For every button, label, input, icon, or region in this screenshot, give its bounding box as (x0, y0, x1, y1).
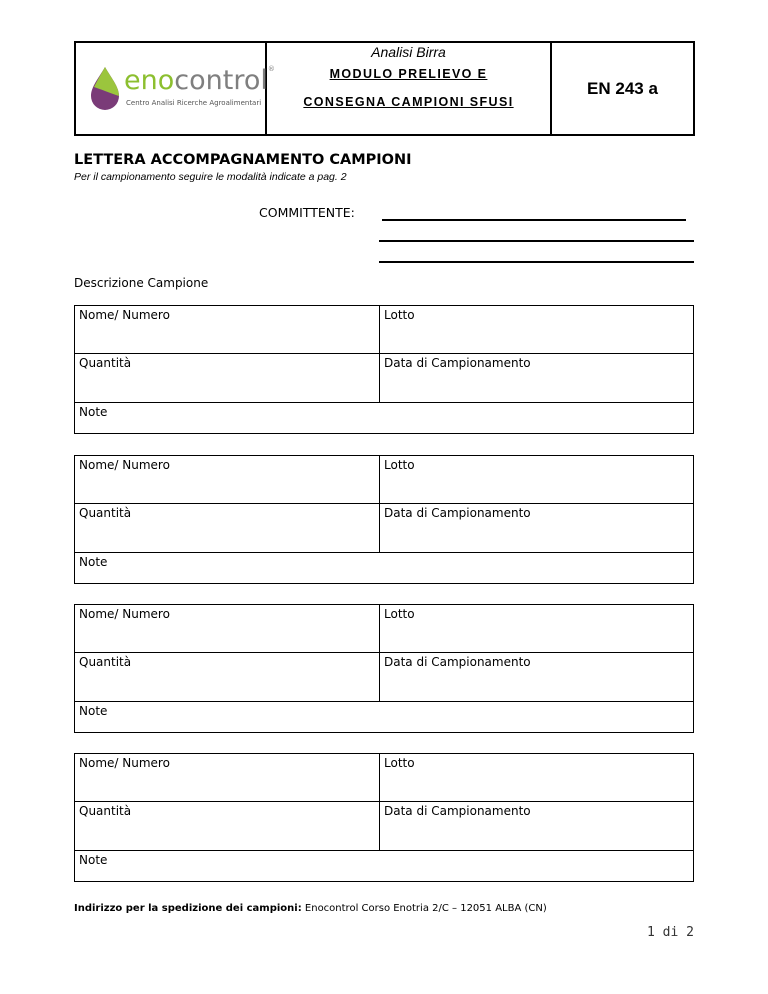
page-title: LETTERA ACCOMPAGNAMENTO CAMPIONI (74, 152, 412, 168)
page-indicator: 1 di 2 (647, 925, 694, 940)
document-header (74, 41, 695, 136)
form-title-cell (267, 43, 552, 134)
sampling-date-field[interactable]: Data di Campionamento (384, 506, 531, 520)
committente-label: COMMITTENTE: (259, 205, 355, 220)
brand-tagline: Centro Analisi Ricerche Agroalimentari (126, 99, 262, 107)
name-field[interactable]: Nome/ Numero (75, 605, 380, 653)
sample-block-3 (74, 604, 694, 733)
sample-description-label: Descrizione Campione (74, 276, 209, 290)
quantity-field[interactable]: Quantità (75, 802, 380, 850)
quantity-field[interactable]: Quantità (75, 354, 380, 402)
analysis-category: Analisi Birra (371, 44, 446, 60)
sampling-date-field[interactable]: Data di Campionamento (384, 356, 531, 370)
lot-field[interactable]: Lotto (380, 306, 693, 354)
committente-line-3[interactable] (379, 261, 694, 263)
sample-block-2 (74, 455, 694, 584)
lot-field[interactable]: Lotto (380, 456, 693, 504)
shipping-address-value: Enocontrol Corso Enotria 2/C – 12051 ALBA (CN) (304, 903, 547, 914)
sample-block-4 (74, 753, 694, 882)
name-field[interactable]: Nome/ Numero (75, 456, 380, 504)
shipping-address-label: Indirizzo per la spedizione dei campioni: (74, 903, 302, 914)
notes-field[interactable]: Note (74, 702, 694, 733)
committente-line-1[interactable] (382, 219, 686, 221)
form-code-cell (552, 43, 693, 134)
notes-field[interactable]: Note (74, 851, 694, 882)
shipping-address (74, 903, 547, 914)
notes-field[interactable]: Note (74, 403, 694, 434)
brand-logotype: enocontrol® (124, 65, 275, 96)
quantity-field[interactable]: Quantità (75, 653, 380, 701)
lot-field[interactable]: Lotto (380, 605, 693, 653)
lot-field[interactable]: Lotto (380, 754, 693, 802)
sampling-date-field[interactable]: Data di Campionamento (384, 655, 531, 669)
form-code: EN 243 a (587, 78, 658, 98)
name-field[interactable]: Nome/ Numero (75, 306, 380, 354)
sample-block-1 (74, 305, 694, 434)
committente-line-2[interactable] (379, 240, 694, 242)
quantity-field[interactable]: Quantità (75, 504, 380, 552)
sampling-date-field[interactable]: Data di Campionamento (384, 804, 531, 818)
page-subtitle: Per il campionamento seguire le modalità indicate a pag. 2 (74, 171, 347, 183)
drop-logo-icon (90, 65, 120, 111)
name-field[interactable]: Nome/ Numero (75, 754, 380, 802)
form-title-line-2: CONSEGNA CAMPIONI SFUSI (303, 95, 514, 109)
form-title-line-1: MODULO PRELIEVO E (329, 67, 488, 81)
logo-cell (76, 43, 275, 134)
notes-field[interactable]: Note (74, 553, 694, 584)
